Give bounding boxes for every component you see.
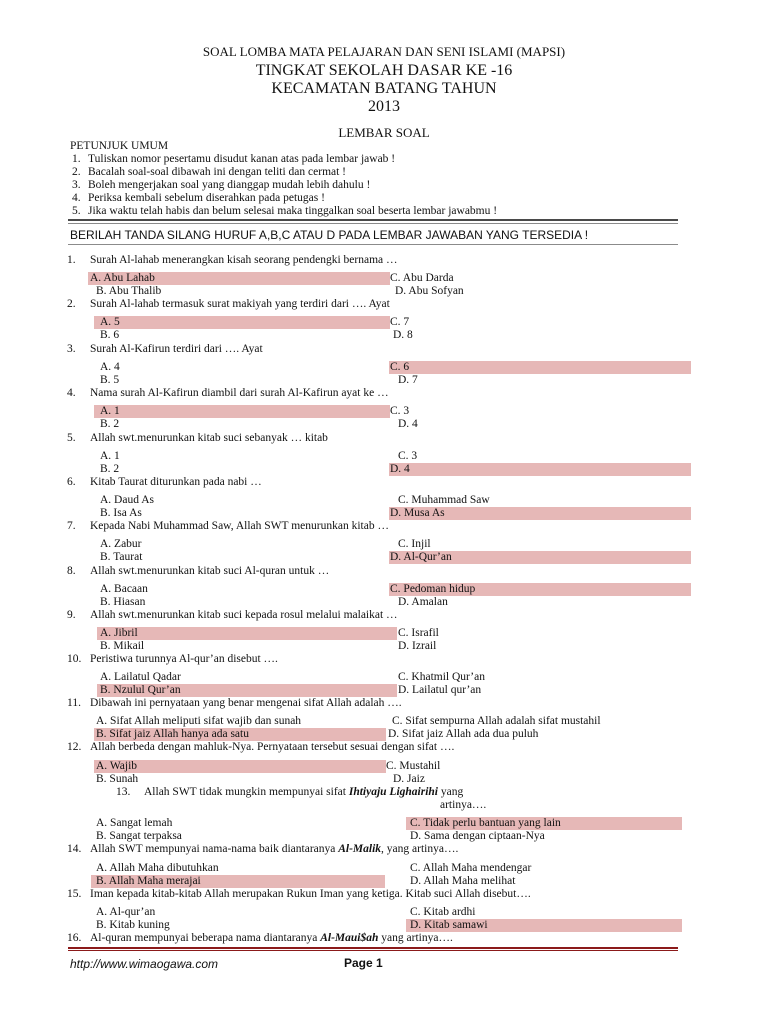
question-number: 1. bbox=[67, 254, 76, 266]
option-d: D. Sifat jaiz Allah ada dua puluh bbox=[388, 728, 539, 740]
option-a: A. Allah Maha dibutuhkan bbox=[96, 862, 219, 874]
petunjuk-title: PETUNJUK UMUM bbox=[70, 140, 169, 152]
instruction-underline bbox=[68, 244, 678, 245]
option-d: D. Kitab samawi bbox=[410, 919, 488, 931]
answer-highlight bbox=[94, 760, 386, 773]
option-d: D. Izrail bbox=[398, 640, 437, 652]
option-a: A. Jibril bbox=[100, 627, 138, 639]
question-text bbox=[90, 932, 453, 944]
option-a: A. Al-qur’an bbox=[96, 906, 156, 918]
option-a: A. 4 bbox=[100, 361, 120, 373]
option-a: A. 1 bbox=[100, 405, 120, 417]
petunjuk-num: 1. bbox=[72, 153, 81, 165]
option-d: D. Amalan bbox=[398, 596, 448, 608]
petunjuk-item bbox=[72, 153, 396, 165]
option-b: B. Abu Thalib bbox=[96, 285, 162, 297]
option-c: C. Allah Maha mendengar bbox=[410, 862, 532, 874]
question-number: 9. bbox=[67, 609, 76, 621]
question-text: Kitab Taurat diturunkan pada nabi … bbox=[90, 476, 262, 488]
question-number: 12. bbox=[67, 741, 82, 753]
question-number: 7. bbox=[67, 520, 76, 532]
petunjuk-num: 4. bbox=[72, 192, 81, 204]
option-b: B. Kitab kuning bbox=[96, 919, 170, 931]
question-number: 16. bbox=[67, 932, 82, 944]
question-number: 6. bbox=[67, 476, 76, 488]
question-text-post: , yang artinya…. bbox=[381, 843, 459, 855]
question-text-term: Ihtiyaju Lighairihi bbox=[348, 786, 438, 798]
option-c: C. Israfil bbox=[398, 627, 439, 639]
question-text-pre: Allah SWT mempunyai nama-nama baik diantaranya bbox=[90, 843, 339, 855]
option-a: A. Sifat Allah meliputi sifat wajib dan sunah bbox=[96, 715, 302, 727]
title-line-1: SOAL LOMBA MATA PELAJARAN DAN SENI ISLAMI (MAPSI) bbox=[202, 44, 566, 59]
option-b: B. Nzulul Qur’an bbox=[100, 684, 181, 696]
option-d: D. Lailatul qur’an bbox=[398, 684, 482, 696]
question-number: 15. bbox=[67, 888, 82, 900]
option-d: D. Sama dengan ciptaan-Nya bbox=[410, 830, 545, 842]
option-d: D. Musa As bbox=[390, 507, 445, 519]
question-text-term: Al-Maui$ah bbox=[320, 932, 379, 944]
option-c: C. Kitab ardhi bbox=[410, 906, 476, 918]
option-a: A. Lailatul Qadar bbox=[100, 671, 181, 683]
option-c: C. Mustahil bbox=[386, 760, 441, 772]
separator-rule bbox=[68, 219, 678, 221]
petunjuk-text: Periksa kembali sebelum diserahkan pada petugas ! bbox=[88, 192, 325, 204]
separator-rule-thin bbox=[68, 223, 678, 224]
footer-rule bbox=[68, 947, 678, 949]
instruction-text: BERILAH TANDA SILANG HURUF A,B,C ATAU D PADA LEMBAR JAWABAN YANG TERSEDIA ! bbox=[70, 228, 589, 242]
petunjuk-item bbox=[72, 205, 498, 217]
option-d: D. 8 bbox=[393, 329, 413, 341]
question-text: Allah swt.menurunkan kitab suci kepada rosul melalui malaikat … bbox=[90, 609, 398, 621]
petunjuk-num: 5. bbox=[72, 205, 81, 217]
option-b: B. Mikail bbox=[100, 640, 145, 652]
question-text bbox=[90, 843, 458, 855]
option-c: C. Injil bbox=[398, 538, 431, 550]
option-b: B. 6 bbox=[100, 329, 120, 341]
option-c: C. 7 bbox=[390, 316, 410, 328]
title-year: 2013 bbox=[368, 98, 400, 115]
option-a: A. Daud As bbox=[100, 494, 154, 506]
question-number: 5. bbox=[67, 432, 76, 444]
option-b: B. Sangat terpaksa bbox=[96, 830, 182, 842]
option-c: C. 3 bbox=[390, 405, 410, 417]
answer-highlight bbox=[389, 361, 691, 374]
option-d: D. 4 bbox=[398, 418, 418, 430]
footer-url[interactable]: http://www.wimaogawa.com bbox=[70, 957, 219, 971]
answer-highlight bbox=[94, 316, 390, 329]
question-number: 4. bbox=[67, 387, 76, 399]
question-text: Peristiwa turunnya Al-qur’an disebut …. bbox=[90, 653, 278, 665]
answer-highlight bbox=[97, 627, 397, 640]
question-text: Dibawah ini pernyataan yang benar mengenai sifat Allah adalah …. bbox=[90, 697, 402, 709]
option-d: D. Al-Qur’an bbox=[390, 551, 452, 563]
question-number: 2. bbox=[67, 298, 76, 310]
petunjuk-text: Bacalah soal-soal dibawah ini dengan teliti dan cermat ! bbox=[88, 166, 347, 178]
question-text-post: yang bbox=[438, 786, 464, 798]
question-text-pre: Al-quran mempunyai beberapa nama diantaranya bbox=[90, 932, 321, 944]
petunjuk-text: Jika waktu telah habis dan belum selesai maka tinggalkan soal beserta lembar jawabmu ! bbox=[88, 205, 498, 217]
title-line-2: TINGKAT SEKOLAH DASAR KE -16 bbox=[255, 62, 513, 79]
question-text bbox=[144, 786, 463, 798]
petunjuk-item bbox=[72, 166, 347, 178]
option-a: A. 1 bbox=[100, 450, 120, 462]
question-text: Surah Al-lahab termasuk surat makiyah yang terdiri dari …. Ayat bbox=[90, 298, 390, 310]
option-c: C. Muhammad Saw bbox=[398, 494, 490, 506]
question-number: 8. bbox=[67, 565, 76, 577]
question-text: Iman kepada kitab-kitab Allah merupakan Rukun Iman yang ketiga. Kitab suci Allah disebut…. bbox=[90, 888, 531, 900]
option-c: C. 6 bbox=[390, 361, 410, 373]
option-b: B. Allah Maha merajai bbox=[96, 875, 201, 887]
petunjuk-text: Tuliskan nomor pesertamu disudut kanan atas pada lembar jawab ! bbox=[88, 153, 396, 165]
title-line-3: KECAMATAN BATANG TAHUN bbox=[271, 80, 497, 97]
option-a: A. Zabur bbox=[100, 538, 142, 550]
question-text: Allah swt.menurunkan kitab suci Al-quran untuk … bbox=[90, 565, 330, 577]
petunjuk-num: 3. bbox=[72, 179, 81, 191]
option-c: C. 3 bbox=[398, 450, 418, 462]
question-text: Surah Al-lahab menerangkan kisah seorang pendengki bernama … bbox=[90, 254, 398, 266]
option-b: B. Sifat jaiz Allah hanya ada satu bbox=[96, 728, 249, 740]
option-a: A. Wajib bbox=[96, 760, 138, 772]
petunjuk-num: 2. bbox=[72, 166, 81, 178]
option-c: C. Tidak perlu bantuan yang lain bbox=[410, 817, 561, 829]
question-text: Allah swt.menurunkan kitab suci sebanyak … kitab bbox=[90, 432, 328, 444]
question-text: Kepada Nabi Muhammad Saw, Allah SWT menurunkan kitab … bbox=[90, 520, 389, 532]
answer-highlight bbox=[94, 405, 390, 418]
lembar-soal-heading: LEMBAR SOAL bbox=[338, 125, 430, 140]
option-b: B. Isa As bbox=[100, 507, 142, 519]
option-c: C. Pedoman hidup bbox=[390, 583, 476, 595]
answer-highlight bbox=[389, 463, 691, 476]
option-a: A. Sangat lemah bbox=[96, 817, 173, 829]
option-c: C. Khatmil Qur’an bbox=[398, 671, 485, 683]
question-number: 3. bbox=[67, 343, 76, 355]
petunjuk-item bbox=[72, 192, 325, 204]
page-number: Page 1 bbox=[344, 956, 383, 970]
question-number: 11. bbox=[67, 697, 81, 709]
petunjuk-item bbox=[72, 179, 371, 191]
question-number: 13. bbox=[116, 786, 131, 798]
option-b: B. 5 bbox=[100, 374, 120, 386]
question-text-post: yang artinya…. bbox=[378, 932, 453, 944]
question-text: Allah berbeda dengan mahluk-Nya. Pernyataan tersebut sesuai dengan sifat …. bbox=[90, 741, 455, 753]
option-b: B. Hiasan bbox=[100, 596, 146, 608]
option-b: B. 2 bbox=[100, 463, 120, 475]
option-d: D. Abu Sofyan bbox=[395, 285, 464, 297]
option-d: D. Allah Maha melihat bbox=[410, 875, 516, 887]
question-text: Surah Al-Kafirun terdiri dari …. Ayat bbox=[90, 343, 263, 355]
question-text-pre: Allah SWT tidak mungkin mempunyai sifat bbox=[144, 786, 349, 798]
option-b: B. Sunah bbox=[96, 773, 139, 785]
option-d: D. 4 bbox=[390, 463, 410, 475]
question-number: 10. bbox=[67, 653, 82, 665]
option-d: D. Jaiz bbox=[393, 773, 425, 785]
option-b: B. Taurat bbox=[100, 551, 143, 563]
option-a: A. Abu Lahab bbox=[90, 272, 155, 284]
petunjuk-text: Boleh mengerjakan soal yang dianggap mudah lebih dahulu ! bbox=[88, 179, 371, 191]
option-c: C. Abu Darda bbox=[390, 272, 454, 284]
question-number: 14. bbox=[67, 843, 82, 855]
footer-rule-thin bbox=[68, 950, 678, 951]
question-text-term: Al-Malik bbox=[338, 843, 382, 855]
question-text-line2: artinya…. bbox=[440, 799, 487, 811]
option-b: B. 2 bbox=[100, 418, 120, 430]
option-c: C. Sifat sempurna Allah adalah sifat mustahil bbox=[392, 715, 601, 727]
question-text: Nama surah Al-Kafirun diambil dari surah Al-Kafirun ayat ke … bbox=[90, 387, 389, 399]
option-a: A. 5 bbox=[100, 316, 120, 328]
option-d: D. 7 bbox=[398, 374, 418, 386]
option-a: A. Bacaan bbox=[100, 583, 148, 595]
